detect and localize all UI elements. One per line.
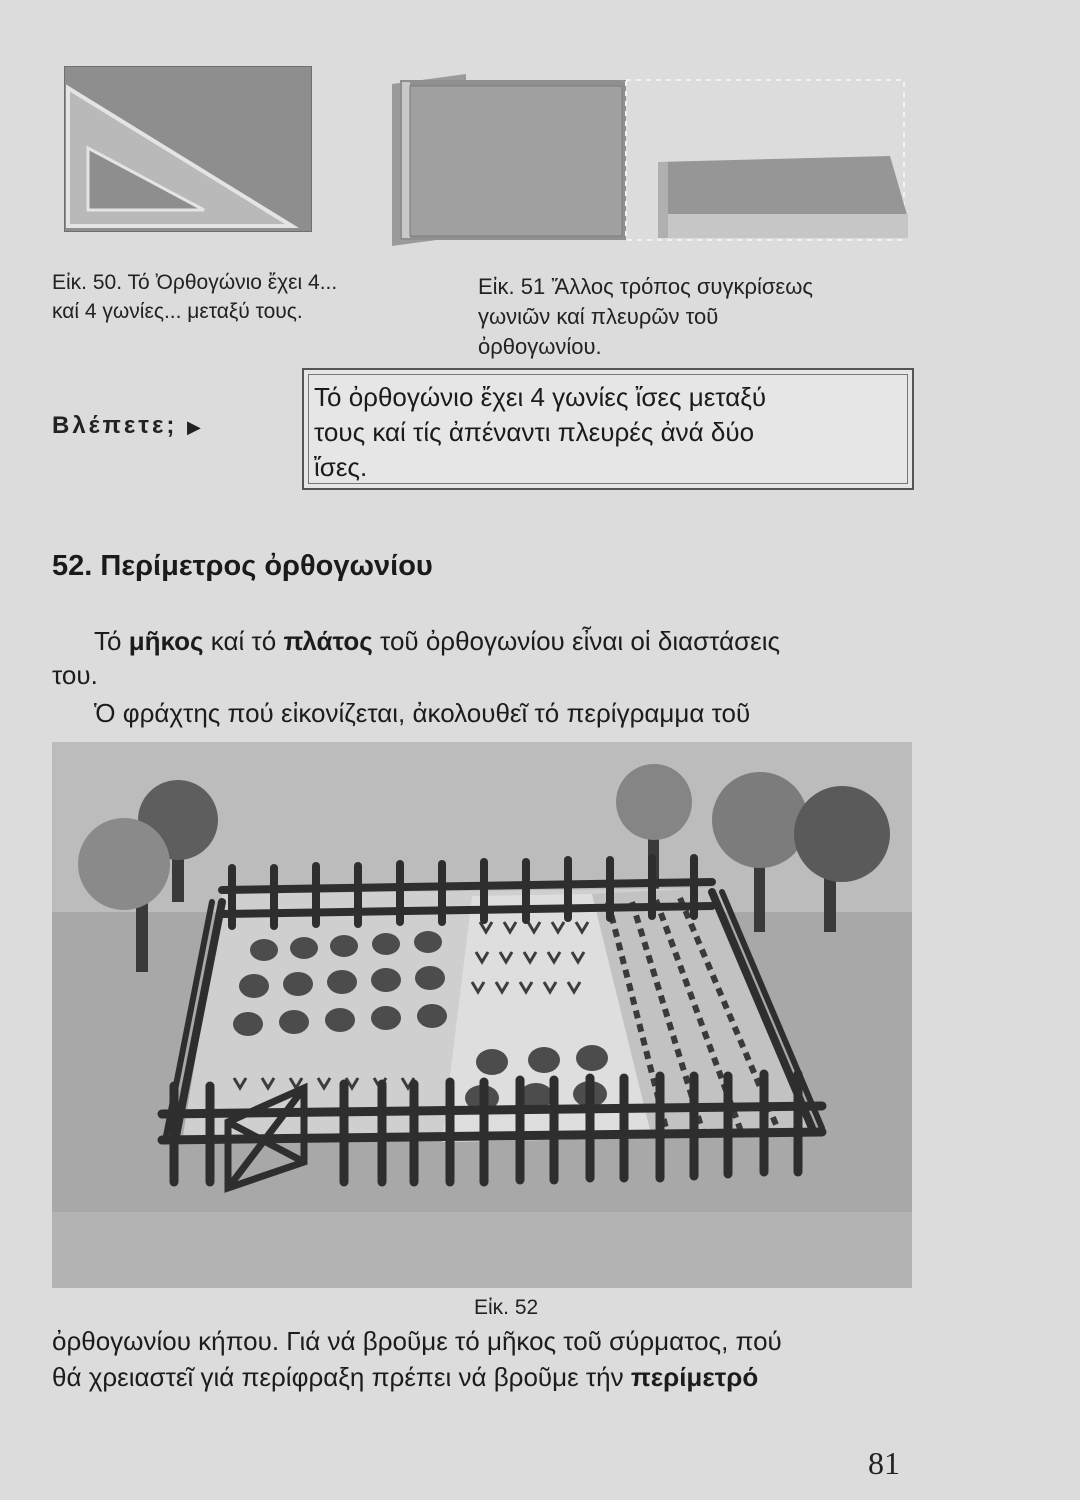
- figure-50-caption: Εἰκ. 50. Τό Ὀρθογώνιο ἔχει 4... καί 4 γωνίες... μεταξύ τους.: [52, 271, 338, 323]
- figure-50-image: [64, 66, 312, 232]
- paragraph-1-line2: του.: [52, 660, 98, 690]
- rule-box: Τό ὀρθογώνιο ἔχει 4 γωνίες ἴσες μεταξύ τους καί τίς ἀπέναντι πλευρές ἀνά δύο ἴσες.: [302, 368, 914, 490]
- pointer-arrow-icon: ▶: [187, 417, 201, 437]
- figure-51-caption: Εἰκ. 51 Ἄλλος τρόπος συγκρίσεως γωνιῶν καί πλευρῶν τοῦ ὀρθογωνίου.: [478, 274, 814, 359]
- figure-51-image: [382, 66, 916, 250]
- page-number: 81: [868, 1445, 900, 1481]
- paragraph-3-line1: ὀρθογωνίου κήπου. Γιά νά βροῦμε τό μῆκος τοῦ σύρματος, πού: [52, 1326, 782, 1356]
- vlepete-label: Βλέπετε; ▶: [52, 412, 201, 439]
- paragraph-2: Ὁ φράχτης πού εἰκονίζεται, ἀκολουθεῖ τό περίγραμμα τοῦ: [94, 698, 751, 728]
- figure-52-image: [52, 742, 912, 1288]
- section-title: 52. Περίμετρος ὀρθογωνίου: [52, 550, 433, 582]
- figure-52-caption: Εἰκ. 52: [474, 1296, 539, 1319]
- paragraph-3-line2: θά χρειαστεῖ γιά περίφραξη πρέπει νά βροῦμε τήν περίμετρό: [52, 1362, 759, 1392]
- paragraph-1: Τό μῆκος καί τό πλάτος τοῦ ὀρθογωνίου εἶναι οἱ διαστάσεις: [94, 626, 781, 656]
